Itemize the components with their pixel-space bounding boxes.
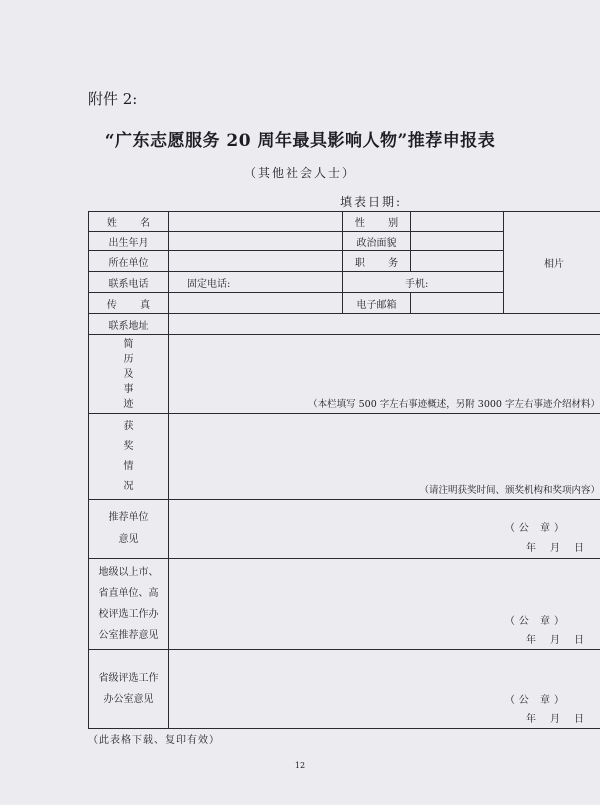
address-field[interactable] bbox=[169, 314, 600, 335]
attachment-label: 附件 2: bbox=[88, 90, 138, 108]
photo-label: 相片 bbox=[544, 259, 564, 270]
awards-label-cell bbox=[89, 414, 169, 500]
province-seal: （公 章） bbox=[504, 695, 568, 706]
recommend-field[interactable] bbox=[169, 500, 600, 559]
awards-label: 获奖情况 bbox=[123, 420, 134, 492]
gender-field[interactable] bbox=[411, 212, 504, 232]
page-number: 12 bbox=[294, 761, 306, 770]
contact-label: 联系电话 bbox=[89, 272, 169, 293]
form-subtitle: （其他社会人士） bbox=[243, 166, 356, 180]
address-label: 联系地址 bbox=[89, 314, 169, 335]
city-date: 年 月 日 bbox=[526, 635, 584, 646]
city-label: 地级以上市、 省直单位、高 校评选工作办 公室推荐意见 bbox=[98, 567, 159, 641]
political-label: 政治面貌 bbox=[343, 232, 411, 251]
recommend-date: 年 月 日 bbox=[526, 543, 584, 554]
province-date: 年 月 日 bbox=[526, 714, 584, 725]
awards-note: （请注明获奖时间、颁奖机构和奖项内容） bbox=[419, 485, 600, 496]
province-field[interactable] bbox=[169, 650, 600, 729]
recommend-label-cell bbox=[89, 500, 169, 559]
fill-date-label: 填表日期: bbox=[340, 195, 403, 209]
birth-field[interactable] bbox=[169, 232, 343, 251]
city-field[interactable] bbox=[169, 559, 600, 650]
awards-field[interactable] bbox=[169, 414, 600, 500]
photo-cell[interactable] bbox=[504, 212, 600, 314]
recommend-seal: （公 章） bbox=[504, 523, 568, 534]
unit-field[interactable] bbox=[169, 251, 343, 272]
application-form-table bbox=[88, 211, 600, 729]
position-label: 职 务 bbox=[343, 251, 411, 272]
name-field[interactable] bbox=[169, 212, 343, 232]
landline-field[interactable] bbox=[169, 272, 343, 293]
position-field[interactable] bbox=[411, 251, 504, 272]
fax-field[interactable] bbox=[169, 293, 343, 314]
email-field[interactable] bbox=[411, 293, 504, 314]
mobile-field[interactable] bbox=[343, 272, 504, 293]
fax-label: 传 真 bbox=[89, 293, 169, 314]
resume-label: 简历及事迹 bbox=[123, 338, 134, 410]
name-label: 姓 名 bbox=[89, 212, 169, 232]
mobile-label: 手机: bbox=[405, 278, 429, 290]
birth-label: 出生年月 bbox=[89, 232, 169, 251]
province-label: 省级评选工作 办公室意见 bbox=[98, 673, 159, 705]
resume-note: （本栏填写 500 字左右事迹概述，另附 3000 字左右事迹介绍材料） bbox=[308, 399, 600, 410]
landline-label: 固定电话: bbox=[187, 278, 231, 290]
footer-note: （此表格下载、复印有效） bbox=[88, 735, 220, 746]
political-field[interactable] bbox=[411, 232, 504, 251]
email-label: 电子邮箱 bbox=[343, 293, 411, 314]
resume-label-cell bbox=[89, 335, 169, 414]
gender-label: 性 别 bbox=[343, 212, 411, 232]
recommend-label: 推荐单位 意见 bbox=[108, 512, 149, 545]
city-seal: （公 章） bbox=[504, 616, 568, 627]
resume-field[interactable] bbox=[169, 335, 600, 414]
city-label-cell bbox=[89, 559, 169, 650]
province-label-cell bbox=[89, 650, 169, 729]
unit-label: 所在单位 bbox=[89, 251, 169, 272]
form-title: “广东志愿服务 20 周年最具影响人物”推荐申报表 bbox=[104, 131, 496, 151]
